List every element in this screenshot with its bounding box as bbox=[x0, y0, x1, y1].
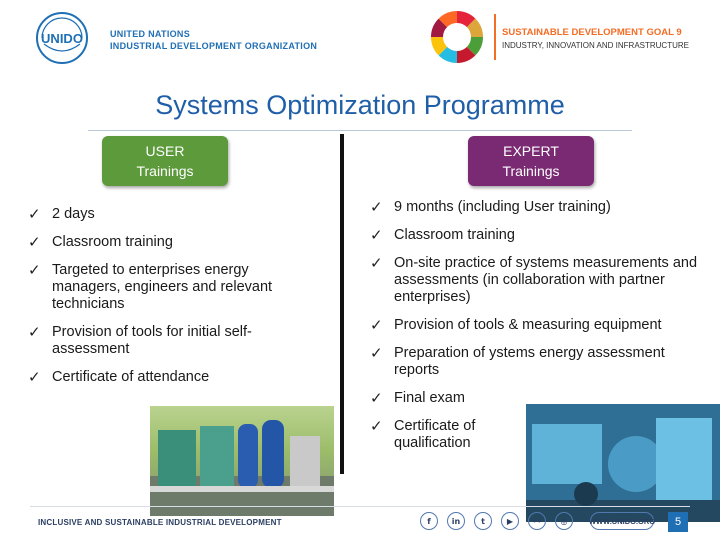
check-icon: ✓ bbox=[28, 324, 41, 341]
check-icon: ✓ bbox=[28, 262, 41, 279]
title-underline bbox=[88, 130, 632, 131]
list-item: ✓ Provision of tools for initial self-assessment bbox=[28, 324, 252, 357]
check-icon: ✓ bbox=[370, 345, 383, 362]
column-divider bbox=[340, 134, 344, 474]
list-item: ✓ Provision of tools & measuring equipment bbox=[370, 317, 662, 334]
unido-emblem-icon bbox=[34, 10, 94, 66]
sdg-title: SUSTAINABLE DEVELOPMENT GOAL 9 bbox=[502, 27, 682, 38]
check-icon: ✓ bbox=[370, 255, 383, 272]
footer-rule bbox=[30, 506, 690, 507]
check-icon: ✓ bbox=[370, 418, 383, 435]
expert-tab-line2: Trainings bbox=[502, 163, 560, 179]
sdg-logo bbox=[428, 8, 698, 70]
emblem-text: UNIDO bbox=[41, 31, 83, 46]
flickr-icon[interactable]: •• bbox=[528, 512, 546, 530]
tanks-illustration bbox=[150, 406, 334, 516]
footer-tagline: INCLUSIVE AND SUSTAINABLE INDUSTRIAL DEVELOPMENT bbox=[38, 518, 282, 527]
user-tab-line1: USER bbox=[145, 143, 185, 159]
website-link[interactable]: WWW.UNIDO.ORG bbox=[590, 512, 654, 530]
user-tab-line2: Trainings bbox=[136, 163, 194, 179]
list-item: ✓ Classroom training bbox=[28, 234, 173, 251]
list-item: ✓ On-site practice of systems measurements and assessments (in collaboration with partner enterprises) bbox=[370, 255, 698, 305]
org-name-line2: INDUSTRIAL DEVELOPMENT ORGANIZATION bbox=[110, 41, 318, 51]
machinery-illustration bbox=[526, 404, 720, 522]
page-number: 5 bbox=[668, 512, 688, 532]
check-icon: ✓ bbox=[370, 390, 383, 407]
check-icon: ✓ bbox=[370, 227, 383, 244]
page-title: Systems Optimization Programme bbox=[155, 90, 565, 120]
sdg-divider bbox=[494, 14, 496, 60]
sdg-subtitle: INDUSTRY, INNOVATION AND INFRASTRUCTURE bbox=[502, 41, 689, 50]
list-item: ✓ Targeted to enterprises energy managers, engineers and relevant technicians bbox=[28, 262, 273, 312]
expert-trainings-tab bbox=[468, 136, 594, 186]
youtube-icon[interactable]: ▶ bbox=[501, 512, 519, 530]
list-item: ✓ Final exam bbox=[370, 390, 465, 407]
list-item: ✓ 2 days bbox=[28, 206, 95, 223]
expert-tab-line1: EXPERT bbox=[503, 143, 559, 159]
check-icon: ✓ bbox=[28, 369, 41, 386]
list-item: ✓ 9 months (including User training) bbox=[370, 199, 611, 216]
list-item: ✓ Classroom training bbox=[370, 227, 515, 244]
org-name-line1: UNITED NATIONS bbox=[110, 29, 191, 39]
instagram-icon[interactable]: ◎ bbox=[555, 512, 573, 530]
check-icon: ✓ bbox=[28, 234, 41, 251]
unido-logo bbox=[34, 10, 334, 66]
linkedin-icon[interactable]: in bbox=[447, 512, 465, 530]
check-icon: ✓ bbox=[370, 199, 383, 216]
energy-equipment-photo bbox=[150, 406, 334, 516]
list-item: ✓ Certificate of attendance bbox=[28, 369, 210, 386]
check-icon: ✓ bbox=[28, 206, 41, 223]
facebook-icon[interactable]: f bbox=[420, 512, 438, 530]
user-trainings-list bbox=[24, 206, 320, 386]
list-item: ✓ Certificate of qualification bbox=[370, 418, 476, 451]
list-item: ✓ Preparation of ystems energy assessment reports bbox=[370, 345, 665, 378]
check-icon: ✓ bbox=[370, 317, 383, 334]
sdg-wheel-icon bbox=[428, 8, 486, 66]
user-trainings-tab bbox=[102, 136, 228, 186]
industrial-plant-photo bbox=[526, 404, 720, 522]
twitter-icon[interactable]: t bbox=[474, 512, 492, 530]
